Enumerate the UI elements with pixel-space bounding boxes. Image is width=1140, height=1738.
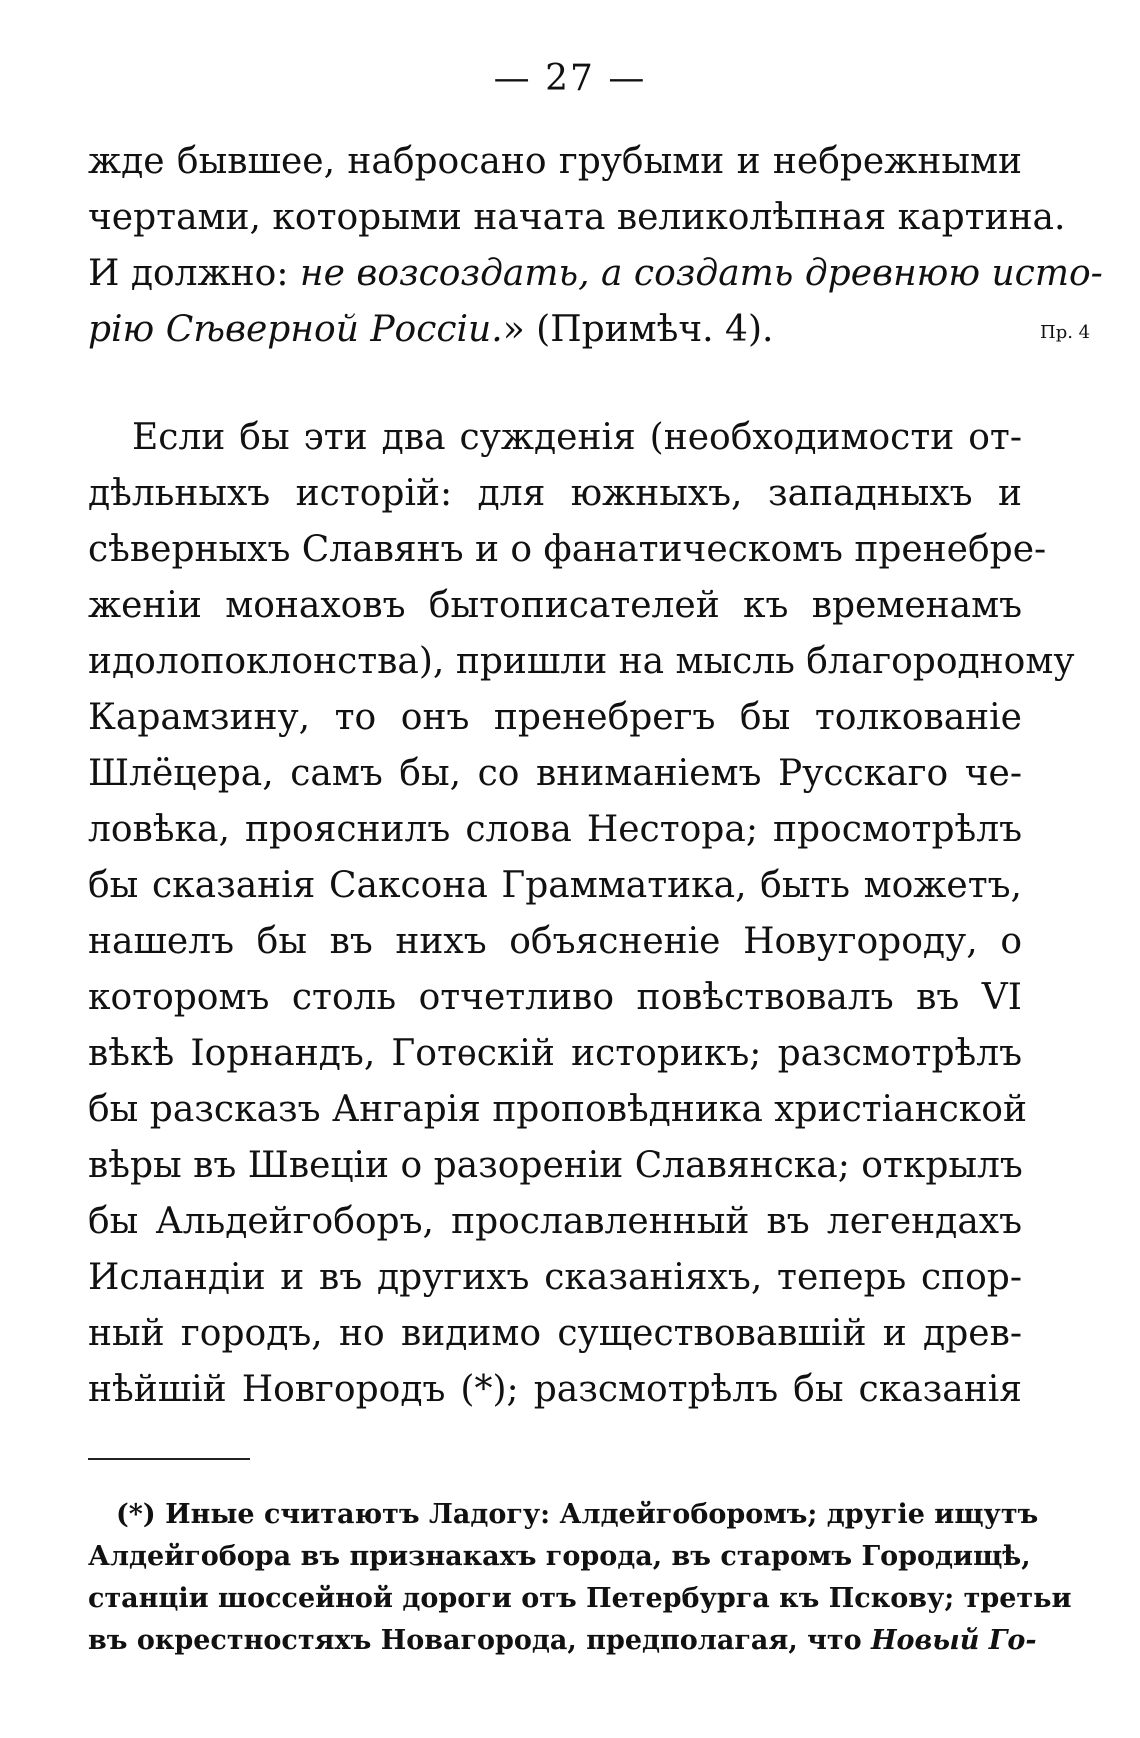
- text-line: вѣкѣ Іорнандъ, Готѳскій историкъ; разсмотрѣлъ: [88, 1033, 1022, 1074]
- text-line: идолопоклонства), пришли на мысль благородному: [88, 641, 1075, 682]
- text-line-start: И должно:: [88, 253, 300, 294]
- text-line: [88, 246, 1103, 302]
- footnote-line: станціи шоссейной дороги отъ Петербурга къ Пскову; третьи: [88, 1583, 1072, 1614]
- text-line: нашелъ бы въ нихъ объясненіе Новугороду, о: [88, 921, 1022, 962]
- page-number: — 27 —: [493, 58, 647, 99]
- text-line: Исландіи и въ другихъ сказаніяхъ, теперь спор-: [88, 1257, 1022, 1298]
- text-line: Карамзину, то онъ пренебрегъ бы толкованіе: [88, 697, 1022, 738]
- text-line: нѣйшій Новгородъ (*); разсмотрѣлъ бы сказанія: [88, 1369, 1022, 1410]
- margin-note: Пр. 4: [1040, 322, 1091, 343]
- text-line: бы разсказъ Ангарія проповѣдника христіанской: [88, 1089, 1027, 1130]
- text-line: ловѣка, прояснилъ слова Нестора; просмотрѣлъ: [88, 809, 1022, 850]
- footnote-line: Алдейгобора въ признакахъ города, въ старомъ Городищѣ,: [88, 1541, 1031, 1572]
- text-line: бы Альдейгоборъ, прославленный въ легендахъ: [88, 1201, 1022, 1242]
- footnote: [88, 1494, 1072, 1662]
- italic-quote: рію Сѣверной Россіи.: [88, 309, 503, 350]
- footnote-line: (*) Иные считаютъ Ладогу: Алдейгоборомъ; другіе ищутъ: [116, 1499, 1039, 1530]
- italic-quote: не возсоздать, а создать древнюю исто-: [299, 253, 1103, 294]
- footnote-line-start: въ окрестностяхъ Новагорода, предполагая, что: [88, 1625, 872, 1656]
- text-line: [88, 302, 1022, 358]
- footnote-line: [88, 1620, 1037, 1662]
- text-line: которомъ столь отчетливо повѣствовалъ въ VI: [88, 977, 1022, 1018]
- text-line: жде бывшее, набросано грубыми и небрежными: [88, 141, 1022, 182]
- text-line: Если бы эти два сужденія (необходимости от-: [132, 417, 1022, 458]
- footnote-italic: Новый Го-: [871, 1625, 1037, 1656]
- paragraph: [88, 410, 1075, 1418]
- text-line: Шлёцера, самъ бы, со вниманіемъ Русскаго че-: [88, 753, 1022, 794]
- text-line: чертами, которыми начата великолѣпная картина.: [88, 197, 1066, 238]
- text-line: дѣльныхъ исторій: для южныхъ, западныхъ и: [88, 473, 1022, 514]
- footnote-divider: [88, 1458, 250, 1460]
- text-line: сѣверныхъ Славянъ и о фанатическомъ пренебре-: [88, 529, 1047, 570]
- text-line: ный городъ, но видимо существовавшій и древ-: [88, 1313, 1022, 1354]
- text-line: бы сказанія Саксона Грамматика, быть можетъ,: [88, 865, 1022, 906]
- text-line: женіи монаховъ бытописателей къ временамъ: [88, 585, 1022, 626]
- text-line-end: » (Примѣч. 4).: [502, 309, 774, 350]
- text-line: вѣры въ Швеціи о разореніи Славянска; открылъ: [88, 1145, 1023, 1186]
